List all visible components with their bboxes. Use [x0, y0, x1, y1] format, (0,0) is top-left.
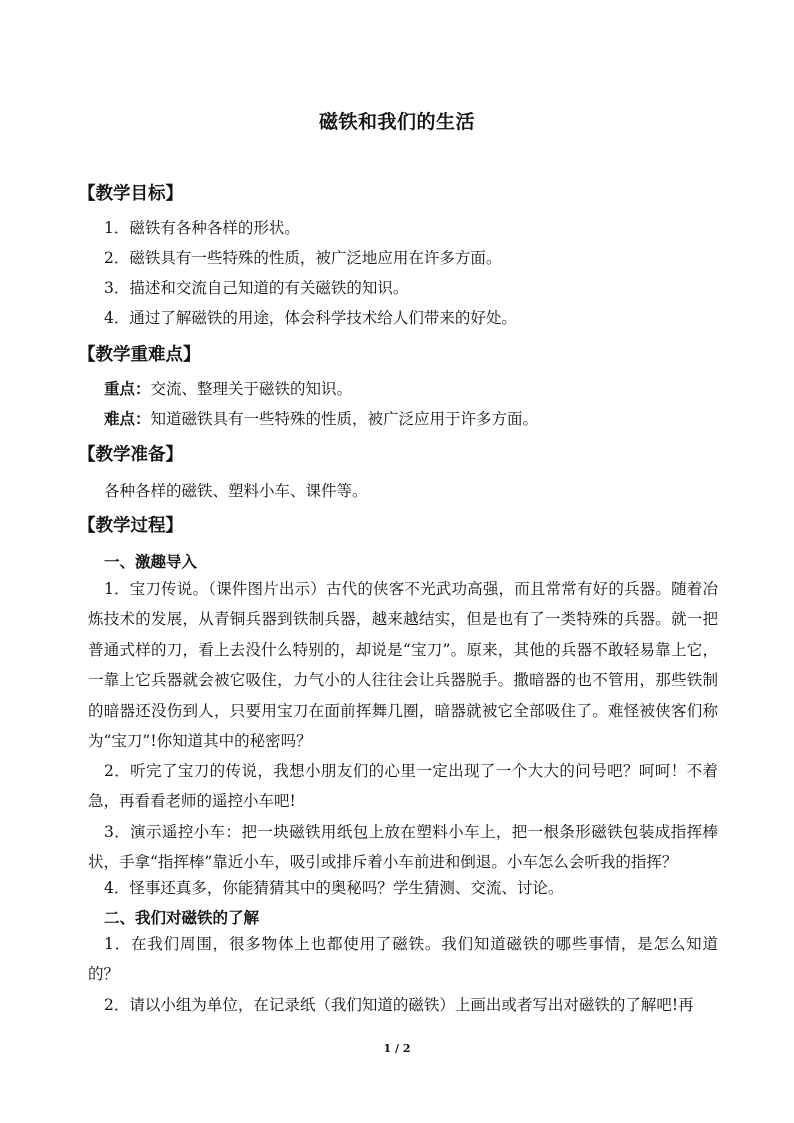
part-1-title: 一、激趣导入	[104, 552, 198, 571]
section-heading-goals: 【教学目标】	[78, 184, 183, 204]
section-heading-prep: 【教学准备】	[78, 445, 183, 465]
paragraph-guess: 4．怪事还真多，你能猜猜其中的奥秘吗？学生猜测、交流、讨论。	[104, 879, 564, 897]
paragraph-remote-car-demo: 3．演示遥控小车：把一块磁铁用纸包上放在塑料小车上，把一根条形磁铁包装成指挥棒状，手拿“指挥棒”靠近小车，吸引或排斥着小车前进和倒退。小车怎么会听我的指挥？	[88, 823, 718, 872]
key-point-text: 交流、整理关于磁铁的知识。	[150, 380, 353, 398]
page-number: 1 / 2	[383, 1042, 411, 1055]
key-point-label: 重点：	[104, 379, 151, 398]
difficult-point-line	[104, 409, 538, 429]
key-point-line	[104, 379, 352, 399]
document-title: 磁铁和我们的生活	[318, 111, 475, 133]
goal-item-4: 4．通过了解磁铁的用途，体会科学技术给人们带来的好处。	[104, 309, 517, 327]
goal-item-2: 2．磁铁具有一些特殊的性质，被广泛地应用在许多方面。	[104, 249, 502, 267]
goal-item-1: 1．磁铁有各种各样的形状。	[104, 219, 300, 237]
goal-item-3: 3．描述和交流自己知道的有关磁铁的知识。	[104, 279, 409, 297]
part-2-title: 二、我们对磁铁的了解	[104, 908, 260, 927]
paragraph-magnets-around-us: 1．在我们周围，很多物体上也都使用了磁铁。我们知道磁铁的哪些事情，是怎么知道的？	[88, 935, 718, 984]
paragraph-group-record: 2．请以小组为单位，在记录纸（我们知道的磁铁）上画出或者写出对磁铁的了解吧!再	[104, 996, 694, 1014]
section-heading-process: 【教学过程】	[78, 516, 183, 536]
paragraph-legend-of-sabre: 1．宝刀传说。（课件图片出示）古代的侠客不光武功高强，而且常常有好的兵器。随着冶炼技术的发展，从青铜兵器到铁制兵器，越来越结实，但是也有了一类特殊的兵器。就一把普通式样的刀，看上去没什么特别的，却说是“宝刀”。原来，其他的兵器不敢轻易靠上它，一靠上它兵器就会被它吸住，力气小的人往往会让兵器脱手。撒暗器的也不管用，那些铁制的暗器还没伤到人，只要用宝刀在面前挥舞几圈，暗器就被它全部吸住了。难怪被侠客们称为“宝刀”!你知道其中的秘密吗？	[88, 580, 718, 751]
difficult-point-text: 知道磁铁具有一些特殊的性质，被广泛应用于许多方面。	[150, 410, 539, 428]
paragraph-question: 2．听完了宝刀的传说，我想小朋友们的心里一定出现了一个大大的问号吧？呵呵！不着急，再看看老师的遥控小车吧!	[88, 762, 718, 811]
section-heading-keypoints: 【教学重难点】	[78, 345, 201, 365]
difficult-point-label: 难点：	[104, 409, 151, 428]
prep-text: 各种各样的磁铁、塑料小车、课件等。	[104, 482, 368, 500]
